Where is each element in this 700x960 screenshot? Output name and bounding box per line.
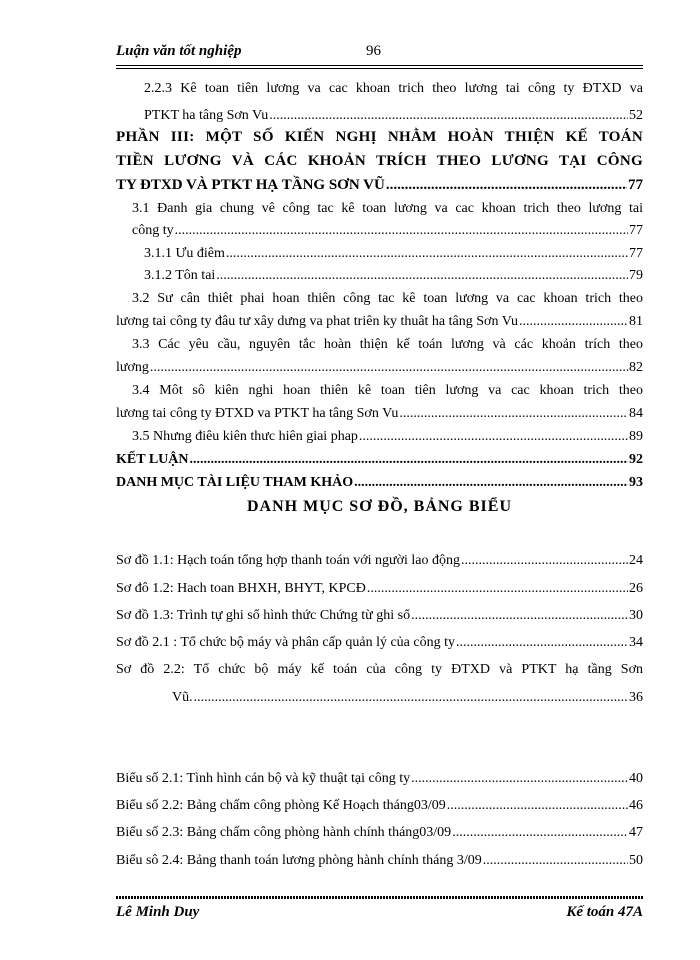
toc-entry-page: 92 xyxy=(629,452,643,467)
toc-entry-line: 3.2 Sư cân thiêt phai hoan thiên công tac kê toan lương va cac khoan trich theo xyxy=(132,291,643,306)
table-entry-page: 40 xyxy=(629,771,643,786)
toc-entry xyxy=(116,359,643,377)
toc-entry-text: 3.1.2 Tôn tai xyxy=(144,268,216,283)
diagram-entry-page: 34 xyxy=(629,635,643,650)
toc-entry xyxy=(144,107,643,125)
toc-entry-line: 2.2.3 Kê toan tiên lương va cac khoan trich theo lương tai công ty ĐTXD va xyxy=(144,81,643,96)
toc-entry-page: 93 xyxy=(629,475,643,490)
table-entry xyxy=(116,770,643,788)
footer-rule xyxy=(116,896,643,899)
toc-entry-text: lương xyxy=(116,360,149,375)
table-entry-page: 50 xyxy=(629,853,643,868)
header-rule-double xyxy=(116,68,643,69)
table-entry-text: Biểu số 2.1: Tình hình cán bộ và kỹ thuật tại công ty xyxy=(116,771,411,786)
diagram-entry-text: Sơ đô 1.2: Hach toan BHXH, BHYT, KPCĐ xyxy=(116,581,366,596)
diagram-entry-text: Vũ. xyxy=(172,690,193,705)
diagram-entry-page: 30 xyxy=(629,608,643,623)
toc-entry xyxy=(132,222,643,240)
diagram-entry-text: Sơ đồ 2.1 : Tổ chức bộ máy và phân cấp quản lý của công ty xyxy=(116,635,455,650)
diagram-entry-page: 26 xyxy=(629,581,643,596)
table-entry-text: Biểu sô 2.4: Bảng thanh toán lương phòng hành chính tháng 3/09 xyxy=(116,853,482,868)
table-entry-page: 47 xyxy=(629,825,643,840)
page-header xyxy=(116,40,643,66)
toc-entry-page: 52 xyxy=(629,108,643,123)
toc-entry-page: 77 xyxy=(628,177,643,193)
toc-entry-text: KẾT LUẬN xyxy=(116,452,189,467)
diagram-entry xyxy=(116,580,643,598)
toc-entry xyxy=(116,474,643,492)
toc-entry xyxy=(144,267,643,285)
toc-entry-page: 81 xyxy=(629,314,643,329)
toc-entry-page: 82 xyxy=(629,360,643,375)
toc-entry-line: 3.3 Các yêu cầu, nguyên tắc hoàn thiện kế toán lương và các khoản trích theo xyxy=(132,337,643,352)
toc-entry-page: 77 xyxy=(629,246,643,261)
toc-entry-page: 79 xyxy=(629,268,643,283)
toc-entry-text: công ty xyxy=(132,223,174,238)
diagram-entry xyxy=(172,689,643,707)
toc-entry-page: 89 xyxy=(629,429,643,444)
header-title: Luận văn tốt nghiệp xyxy=(116,43,242,59)
diagram-entry xyxy=(116,634,643,652)
diagram-entry-page: 24 xyxy=(629,553,643,568)
toc-entry-text: DANH MỤC TÀI LIỆU THAM KHẢO xyxy=(116,475,354,490)
diagram-entry-text: Sơ đồ 1.3: Trình tự ghi sổ hình thức Chứng từ ghi sổ xyxy=(116,608,411,623)
table-entry xyxy=(116,824,643,842)
diagram-entry-text: Sơ đồ 1.1: Hạch toán tổng hợp thanh toán với người lao động xyxy=(116,553,460,568)
table-entry xyxy=(116,852,643,870)
table-entry-page: 46 xyxy=(629,798,643,813)
toc-entry-text: TY ĐTXD VÀ PTKT HẠ TẦNG SƠN VŨ xyxy=(116,177,385,193)
diagram-entry-page: 36 xyxy=(629,690,643,705)
toc-entry-page: 77 xyxy=(629,223,643,238)
toc-entry-page: 84 xyxy=(629,406,643,421)
toc-entry xyxy=(132,428,643,446)
footer-class: Kế toán 47A xyxy=(566,904,643,920)
toc-entry-text: lương tai công ty ĐTXD va PTKT ha tâng Sơn Vu xyxy=(116,406,399,421)
header-page-number: 96 xyxy=(366,43,381,59)
table-entry-text: Biểu số 2.3: Bảng chấm công phòng hành chính tháng03/09 xyxy=(116,825,452,840)
table-entry-text: Biểu số 2.2: Bảng chấm công phòng Kế Hoạch tháng03/09 xyxy=(116,798,446,813)
toc-entry xyxy=(116,405,643,423)
toc-entry-line: 3.4 Môt sô kiên nghi hoan thiên kê toan tiên lương va cac khoan trich theo xyxy=(132,383,643,398)
toc-entry xyxy=(116,313,643,331)
toc-entry-text: 3.1.1 Ưu điêm xyxy=(144,246,225,261)
toc-entry xyxy=(116,176,643,194)
diagram-entry-line: Sơ đồ 2.2: Tổ chức bộ máy kế toán của công ty ĐTXD và PTKT hạ tầng Sơn xyxy=(116,662,643,677)
toc-part-heading-line: PHẦN III: MỘT SỐ KIẾN NGHỊ NHẰM HOÀN THIỆN KẾ TOÁN xyxy=(116,129,643,145)
diagram-entry xyxy=(116,552,643,570)
table-entry xyxy=(116,797,643,815)
toc-entry-line: 3.1 Đanh gia chung vê công tac kê toan lương va cac khoan trich theo lương tai xyxy=(132,201,643,216)
toc-entry-text: 3.5 Nhưng điêu kiên thưc hiên giai phap xyxy=(132,429,358,444)
header-rule xyxy=(116,65,643,66)
toc-entry-text: lương tai công ty đâu tư xây dưng va phat triên ky thuât ha tâng Sơn Vu xyxy=(116,314,518,329)
footer-author: Lê Minh Duy xyxy=(116,904,200,920)
toc-part-heading-line: TIỀN LƯƠNG VÀ CÁC KHOẢN TRÍCH THEO LƯƠNG TẠI CÔNG xyxy=(116,153,643,169)
toc-entry xyxy=(144,245,643,263)
toc-entry xyxy=(116,451,643,469)
toc-entry-text: PTKT ha tâng Sơn Vu xyxy=(144,108,269,123)
diagram-entry xyxy=(116,607,643,625)
list-heading: DANH MỤC SƠ ĐỒ, BẢNG BIỂU xyxy=(246,498,512,515)
